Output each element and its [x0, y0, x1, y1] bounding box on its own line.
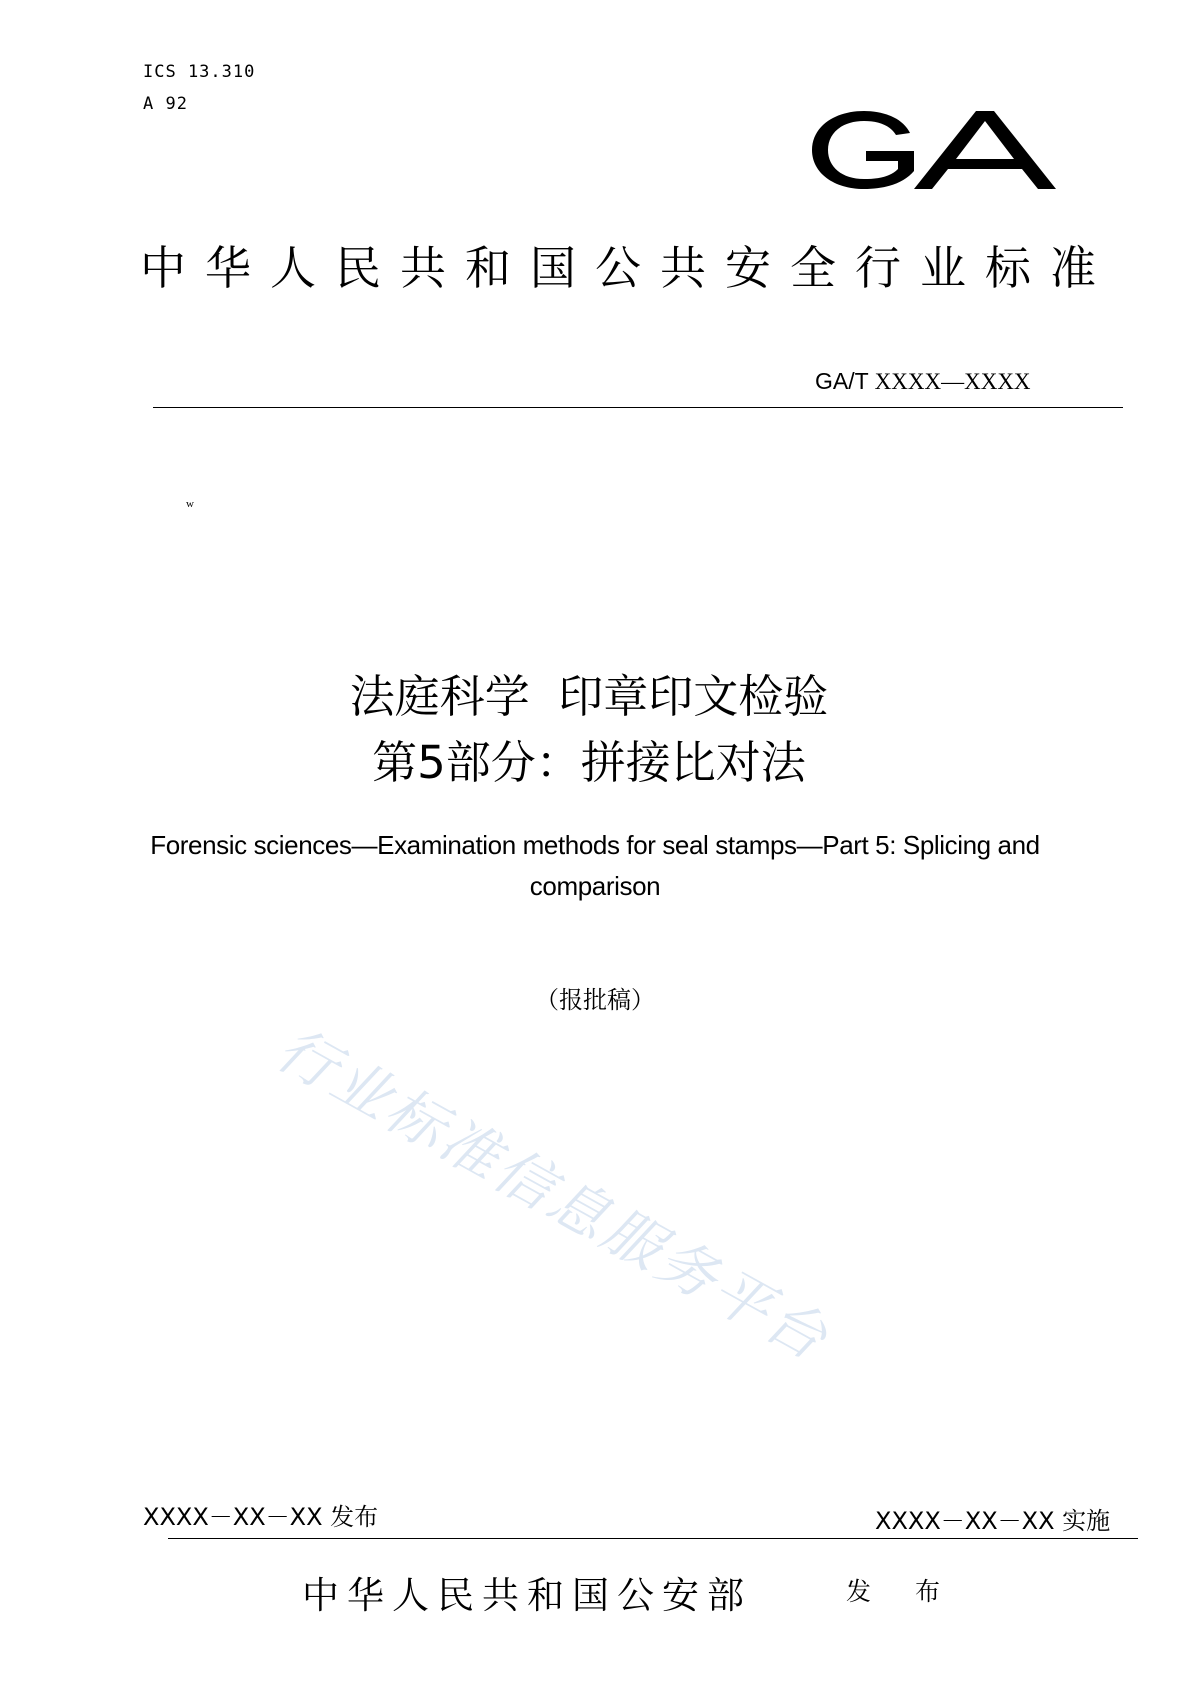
issuer-name: 中华人民共和国公安部 — [302, 1574, 752, 1617]
title-cn-line1: 法庭科学 印章印文检验 — [349, 670, 829, 723]
ga-logo — [806, 105, 1062, 195]
standard-prefix: GA/T — [815, 368, 875, 394]
ics-code: ICS 13.310 — [143, 62, 256, 82]
watermark: 行业标准信息服务平台 — [265, 1014, 841, 1375]
stray-mark: w — [186, 498, 194, 510]
draft-status: （报批稿） — [535, 986, 655, 1014]
standard-number — [815, 368, 1031, 395]
implementation-date: XXXX－XX－XX 实施 — [875, 1507, 1111, 1535]
issue-date: XXXX－XX－XX 发布 — [143, 1503, 379, 1531]
bottom-divider — [168, 1538, 1138, 1539]
ministry-standard-title: 中华人民共和国公共安全行业标准 — [140, 241, 1115, 295]
title-en: Forensic sciences—Examination methods for seal stamps—Part 5: Splicing and comparison — [150, 830, 1040, 901]
ccs-code: A 92 — [143, 94, 188, 114]
top-divider — [153, 407, 1123, 408]
issuer-verb: 发 布 — [846, 1577, 958, 1606]
standard-number-value: XXXX—XXXX — [874, 369, 1031, 394]
title-cn-line2: 第5部分：拼接比对法 — [372, 736, 806, 789]
